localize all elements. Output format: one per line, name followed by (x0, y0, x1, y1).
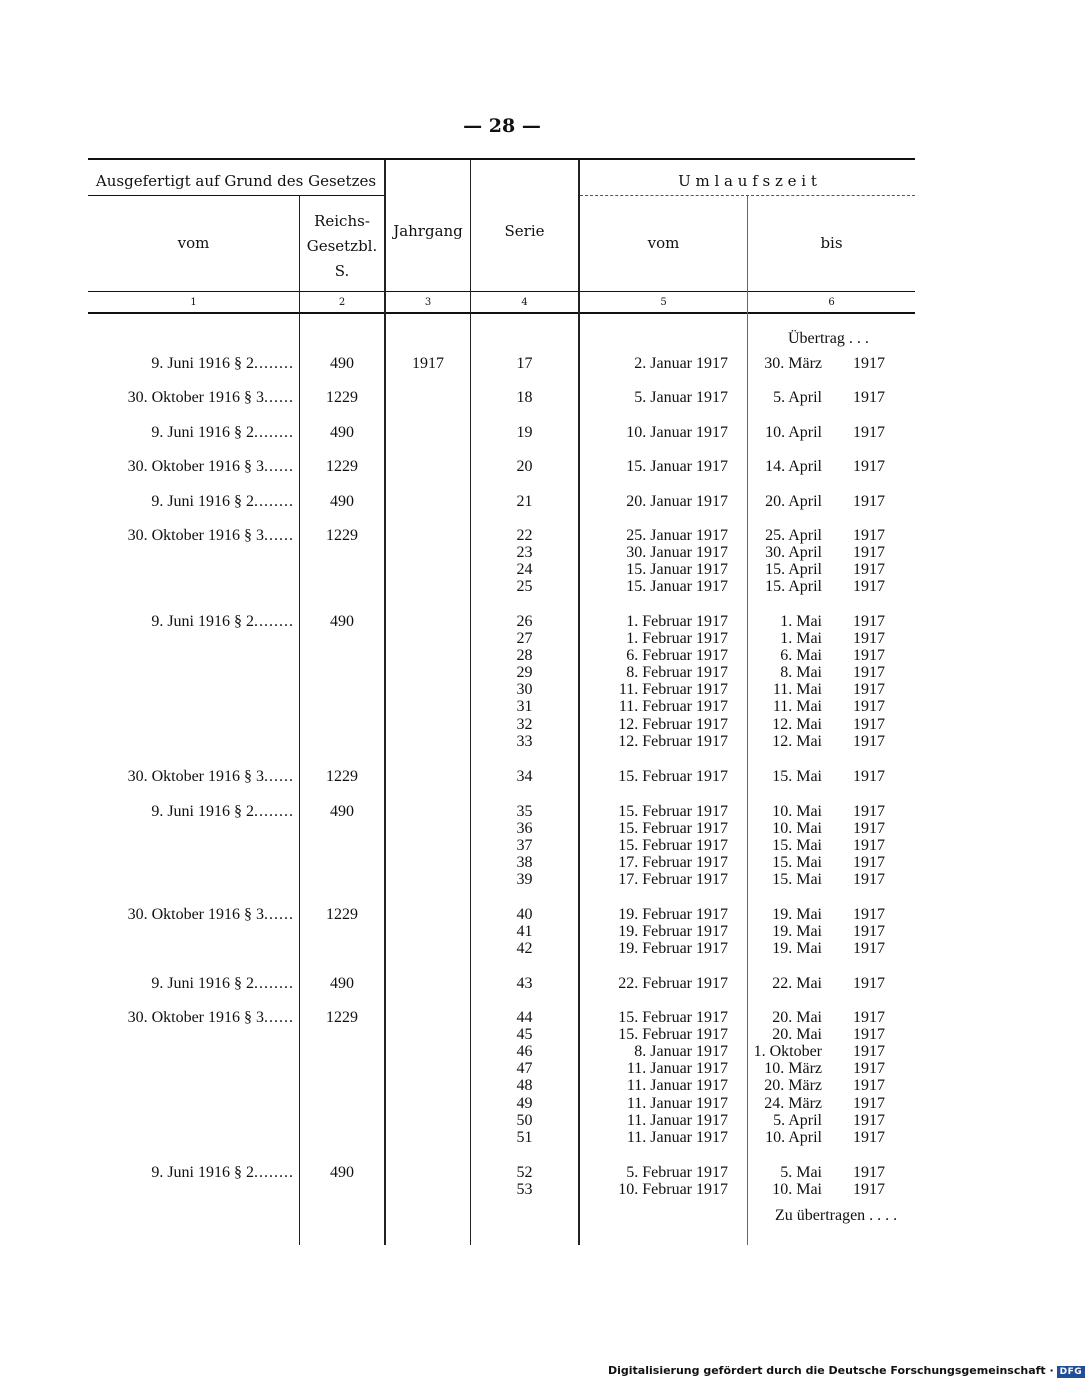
law-date: 9. Juni 1916 § 2 (151, 355, 254, 372)
header-group-umlaufszeit: U m l a u f s z e i t (678, 172, 817, 190)
umlauf-vom-date: 15. Februar 1917 (618, 820, 728, 837)
umlauf-vom-date: 19. Februar 1917 (618, 940, 728, 957)
leader-dots: ........ (254, 493, 294, 510)
leader-dots: ...... (264, 1009, 294, 1026)
umlauf-bis-date: 30. April (765, 544, 822, 561)
serie-number: 45 (516, 1026, 533, 1043)
header-rgbl-line2: Gesetzbl. (306, 237, 378, 255)
umlauf-bis-date: 30. März (764, 355, 822, 372)
law-reference (80, 613, 294, 631)
umlauf-bis-date: 20. Mai (772, 1026, 822, 1043)
serie-number: 48 (516, 1077, 533, 1094)
umlauf-bis-date: 11. Mai (772, 681, 822, 698)
serie-number: 31 (516, 698, 533, 715)
umlauf-bis-year: 1917 (853, 1043, 885, 1060)
law-reference (80, 768, 294, 786)
umlauf-bis-date: 25. April (765, 527, 822, 544)
serie-number: 43 (516, 975, 533, 992)
serie-number: 25 (516, 578, 533, 595)
leader-dots: ...... (264, 768, 294, 785)
serie-number: 51 (516, 1129, 533, 1146)
law-reference (80, 906, 294, 924)
umlauf-bis-date: 15. April (765, 561, 822, 578)
law-reference (80, 1009, 294, 1027)
umlauf-bis-date: 14. April (765, 458, 822, 475)
leader-dots: ........ (254, 355, 294, 372)
serie-number: 47 (516, 1060, 533, 1077)
law-reference (80, 975, 294, 993)
umlauf-bis-date: 20. März (764, 1077, 822, 1094)
umlauf-bis-date: 22. Mai (772, 975, 822, 992)
serie-number: 17 (516, 355, 533, 372)
jahrgang-value: 1917 (412, 355, 444, 372)
col-number-2: 2 (338, 297, 346, 308)
serie-number: 39 (516, 871, 533, 888)
header-rgbl-line3: S. (334, 262, 350, 280)
law-date: 30. Oktober 1916 § 3 (127, 1009, 264, 1026)
serie-number: 46 (516, 1043, 533, 1060)
umlauf-bis-year: 1917 (853, 458, 885, 475)
serie-number: 19 (516, 424, 533, 441)
header-rgbl-line1: Reichs- (314, 212, 370, 230)
umlauf-bis-date: 10. April (765, 424, 822, 441)
law-reference (80, 527, 294, 545)
serie-number: 42 (516, 940, 533, 957)
gesetzblatt-page: 1229 (326, 458, 358, 475)
serie-number: 26 (516, 613, 533, 630)
umlauf-bis-year: 1917 (853, 698, 885, 715)
colnum-bottom-rule (88, 312, 915, 314)
umlauf-bis-date: 10. Mai (772, 820, 822, 837)
umlauf-bis-date: 19. Mai (772, 923, 822, 940)
umlauf-bis-year: 1917 (853, 561, 885, 578)
serie-number: 41 (516, 923, 533, 940)
gesetzblatt-page: 490 (330, 493, 354, 510)
law-reference (80, 389, 294, 407)
umlauf-vom-date: 12. Februar 1917 (618, 716, 728, 733)
col-number-4: 4 (521, 297, 528, 308)
umlauf-bis-year: 1917 (853, 1026, 885, 1043)
umlauf-vom-date: 8. Januar 1917 (634, 1043, 728, 1060)
law-date: 9. Juni 1916 § 2 (151, 803, 254, 820)
serie-number: 27 (516, 630, 533, 647)
umlauf-vom-date: 19. Februar 1917 (618, 923, 728, 940)
umlauf-bis-year: 1917 (853, 424, 885, 441)
umlauf-bis-date: 1. Mai (780, 630, 822, 647)
umlauf-vom-date: 15. Februar 1917 (618, 1009, 728, 1026)
footer-credit (608, 1364, 1085, 1378)
group-left-rule (88, 195, 384, 196)
serie-number: 40 (516, 906, 533, 923)
leader-dots: ........ (254, 975, 294, 992)
umlauf-bis-year: 1917 (853, 1129, 885, 1146)
serie-number: 49 (516, 1095, 533, 1112)
umlauf-vom-date: 15. Februar 1917 (618, 837, 728, 854)
leader-dots: ........ (254, 424, 294, 441)
serie-number: 28 (516, 647, 533, 664)
umlauf-bis-date: 5. April (773, 1112, 822, 1129)
serie-number: 22 (516, 527, 533, 544)
umlauf-bis-date: 10. Mai (772, 803, 822, 820)
serie-number: 44 (516, 1009, 533, 1026)
umlauf-bis-year: 1917 (853, 820, 885, 837)
umlauf-vom-date: 11. Januar 1917 (626, 1129, 728, 1146)
law-date: 9. Juni 1916 § 2 (151, 1164, 254, 1181)
umlauf-bis-date: 8. Mai (780, 664, 822, 681)
umlauf-vom-date: 20. Januar 1917 (626, 493, 728, 510)
umlauf-vom-date: 5. Februar 1917 (626, 1164, 728, 1181)
law-date: 9. Juni 1916 § 2 (151, 493, 254, 510)
col-number-5: 5 (660, 297, 667, 308)
umlauf-vom-date: 15. Februar 1917 (618, 803, 728, 820)
umlauf-bis-year: 1917 (853, 906, 885, 923)
umlauf-vom-date: 12. Februar 1917 (618, 733, 728, 750)
umlauf-bis-date: 15. Mai (772, 837, 822, 854)
umlauf-bis-date: 20. April (765, 493, 822, 510)
header-vom-right: vom (647, 234, 680, 252)
table-top-rule (88, 158, 915, 160)
serie-number: 29 (516, 664, 533, 681)
umlauf-bis-year: 1917 (853, 1077, 885, 1094)
col-sep-2 (384, 160, 386, 1245)
umlauf-bis-date: 15. Mai (772, 871, 822, 888)
umlauf-bis-year: 1917 (853, 923, 885, 940)
law-date: 30. Oktober 1916 § 3 (127, 906, 264, 923)
umlauf-bis-year: 1917 (853, 681, 885, 698)
leader-dots: ...... (264, 389, 294, 406)
col-number-3: 3 (424, 297, 432, 308)
umlauf-bis-year: 1917 (853, 1112, 885, 1129)
header-serie: Serie (504, 222, 545, 240)
footer-text: Digitalisierung gefördert durch die Deutsche Forschungsgemeinschaft · (608, 1364, 1054, 1377)
umlauf-bis-date: 10. März (764, 1060, 822, 1077)
header-bis: bis (820, 234, 843, 252)
gesetzblatt-page: 1229 (326, 527, 358, 544)
leader-dots: ........ (254, 1164, 294, 1181)
umlauf-bis-date: 10. April (765, 1129, 822, 1146)
col-number-6: 6 (828, 297, 835, 308)
gesetzblatt-page: 1229 (326, 389, 358, 406)
umlauf-bis-date: 6. Mai (780, 647, 822, 664)
serie-number: 33 (516, 733, 533, 750)
umlauf-vom-date: 11. Januar 1917 (626, 1112, 728, 1129)
leader-dots: ........ (254, 613, 294, 630)
law-date: 30. Oktober 1916 § 3 (127, 527, 264, 544)
umlauf-bis-year: 1917 (853, 871, 885, 888)
umlauf-bis-date: 19. Mai (772, 940, 822, 957)
serie-number: 18 (516, 389, 533, 406)
leader-dots: ...... (264, 906, 294, 923)
umlauf-bis-year: 1917 (853, 664, 885, 681)
umlauf-bis-date: 1. Mai (780, 613, 822, 630)
serie-number: 21 (516, 493, 533, 510)
gesetzblatt-page: 490 (330, 1164, 354, 1181)
law-reference (80, 803, 294, 821)
umlauf-vom-date: 5. Januar 1917 (634, 389, 728, 406)
leader-dots: ........ (254, 803, 294, 820)
page-number: — 28 — (463, 115, 541, 137)
umlauf-vom-date: 10. Januar 1917 (626, 424, 728, 441)
umlauf-bis-date: 12. Mai (772, 733, 822, 750)
umlauf-bis-date: 15. Mai (772, 768, 822, 785)
serie-number: 53 (516, 1181, 533, 1198)
umlauf-bis-year: 1917 (853, 768, 885, 785)
serie-number: 30 (516, 681, 533, 698)
serie-number: 38 (516, 854, 533, 871)
umlauf-vom-date: 17. Februar 1917 (618, 871, 728, 888)
serie-number: 35 (516, 803, 533, 820)
leader-dots: ...... (264, 458, 294, 475)
law-date: 9. Juni 1916 § 2 (151, 613, 254, 630)
umlauf-vom-date: 11. Februar 1917 (618, 681, 728, 698)
umlauf-bis-year: 1917 (853, 1009, 885, 1026)
umlauf-bis-year: 1917 (853, 975, 885, 992)
umlauf-vom-date: 15. Januar 1917 (626, 578, 728, 595)
umlauf-bis-year: 1917 (853, 578, 885, 595)
uebertrag-top: Übertrag . . . (788, 330, 869, 347)
header-jahrgang: Jahrgang (393, 222, 463, 240)
law-date: 9. Juni 1916 § 2 (151, 424, 254, 441)
umlauf-bis-date: 19. Mai (772, 906, 822, 923)
umlauf-bis-year: 1917 (853, 837, 885, 854)
umlauf-vom-date: 15. Januar 1917 (626, 458, 728, 475)
gesetzblatt-page: 490 (330, 975, 354, 992)
umlauf-bis-year: 1917 (853, 803, 885, 820)
umlauf-bis-year: 1917 (853, 389, 885, 406)
serie-number: 24 (516, 561, 533, 578)
umlauf-bis-date: 10. Mai (772, 1181, 822, 1198)
serie-number: 50 (516, 1112, 533, 1129)
serie-number: 23 (516, 544, 533, 561)
law-date: 30. Oktober 1916 § 3 (127, 458, 264, 475)
umlauf-vom-date: 1. Februar 1917 (626, 630, 728, 647)
col-sep-1 (299, 195, 300, 1245)
col-number-1: 1 (190, 297, 197, 308)
umlauf-vom-date: 17. Februar 1917 (618, 854, 728, 871)
umlauf-vom-date: 19. Februar 1917 (618, 906, 728, 923)
umlauf-bis-year: 1917 (853, 493, 885, 510)
umlauf-bis-year: 1917 (853, 355, 885, 372)
law-reference (80, 355, 294, 373)
serie-number: 32 (516, 716, 533, 733)
umlauf-bis-year: 1917 (853, 1095, 885, 1112)
umlauf-bis-year: 1917 (853, 544, 885, 561)
gesetzblatt-page: 490 (330, 613, 354, 630)
law-reference (80, 1164, 294, 1182)
gesetzblatt-page: 490 (330, 355, 354, 372)
umlauf-vom-date: 11. Januar 1917 (626, 1095, 728, 1112)
gesetzblatt-page: 490 (330, 424, 354, 441)
umlauf-vom-date: 15. Februar 1917 (618, 768, 728, 785)
dfg-logo: DFG (1057, 1366, 1085, 1378)
gesetzblatt-page: 1229 (326, 768, 358, 785)
serie-number: 20 (516, 458, 533, 475)
umlauf-vom-date: 15. Januar 1917 (626, 561, 728, 578)
umlauf-vom-date: 1. Februar 1917 (626, 613, 728, 630)
leader-dots: ...... (264, 527, 294, 544)
umlauf-bis-date: 11. Mai (772, 698, 822, 715)
umlauf-vom-date: 22. Februar 1917 (618, 975, 728, 992)
umlauf-bis-year: 1917 (853, 1181, 885, 1198)
umlauf-vom-date: 6. Februar 1917 (626, 647, 728, 664)
umlauf-vom-date: 11. Februar 1917 (618, 698, 728, 715)
umlauf-bis-year: 1917 (853, 733, 885, 750)
umlauf-vom-date: 8. Februar 1917 (626, 664, 728, 681)
umlauf-bis-year: 1917 (853, 716, 885, 733)
umlauf-vom-date: 15. Februar 1917 (618, 1026, 728, 1043)
umlauf-bis-year: 1917 (853, 613, 885, 630)
umlauf-bis-year: 1917 (853, 1164, 885, 1181)
serie-number: 36 (516, 820, 533, 837)
umlauf-bis-date: 15. Mai (772, 854, 822, 871)
law-date: 30. Oktober 1916 § 3 (127, 389, 264, 406)
header-group-law: Ausgefertigt auf Grund des Gesetzes (95, 172, 377, 190)
umlauf-bis-year: 1917 (853, 854, 885, 871)
law-date: 9. Juni 1916 § 2 (151, 975, 254, 992)
umlauf-vom-date: 10. Februar 1917 (618, 1181, 728, 1198)
umlauf-bis-year: 1917 (853, 940, 885, 957)
law-reference (80, 458, 294, 476)
law-reference (80, 424, 294, 442)
umlauf-vom-date: 25. Januar 1917 (626, 527, 728, 544)
header-bottom-rule (88, 291, 915, 292)
serie-number: 52 (516, 1164, 533, 1181)
umlauf-bis-date: 24. März (764, 1095, 822, 1112)
umlauf-bis-year: 1917 (853, 1060, 885, 1077)
umlauf-bis-date: 1. Oktober (753, 1043, 822, 1060)
gesetzblatt-page: 1229 (326, 1009, 358, 1026)
serie-number: 37 (516, 837, 533, 854)
umlauf-vom-date: 2. Januar 1917 (634, 355, 728, 372)
umlauf-bis-date: 5. April (773, 389, 822, 406)
umlauf-bis-date: 20. Mai (772, 1009, 822, 1026)
umlauf-bis-year: 1917 (853, 647, 885, 664)
umlauf-vom-date: 11. Januar 1917 (626, 1077, 728, 1094)
uebertrag-bottom: Zu übertragen . . . . (775, 1207, 898, 1224)
header-vom-left: vom (177, 234, 210, 252)
umlauf-bis-year: 1917 (853, 630, 885, 647)
umlauf-bis-date: 5. Mai (780, 1164, 822, 1181)
umlauf-bis-date: 15. April (765, 578, 822, 595)
gesetzblatt-page: 1229 (326, 906, 358, 923)
umlauf-bis-date: 12. Mai (772, 716, 822, 733)
gesetzblatt-page: 490 (330, 803, 354, 820)
law-date: 30. Oktober 1916 § 3 (127, 768, 264, 785)
umlauf-vom-date: 11. Januar 1917 (626, 1060, 728, 1077)
law-reference (80, 493, 294, 511)
umlauf-vom-date: 30. Januar 1917 (626, 544, 728, 561)
umlauf-bis-year: 1917 (853, 527, 885, 544)
serie-number: 34 (516, 768, 533, 785)
